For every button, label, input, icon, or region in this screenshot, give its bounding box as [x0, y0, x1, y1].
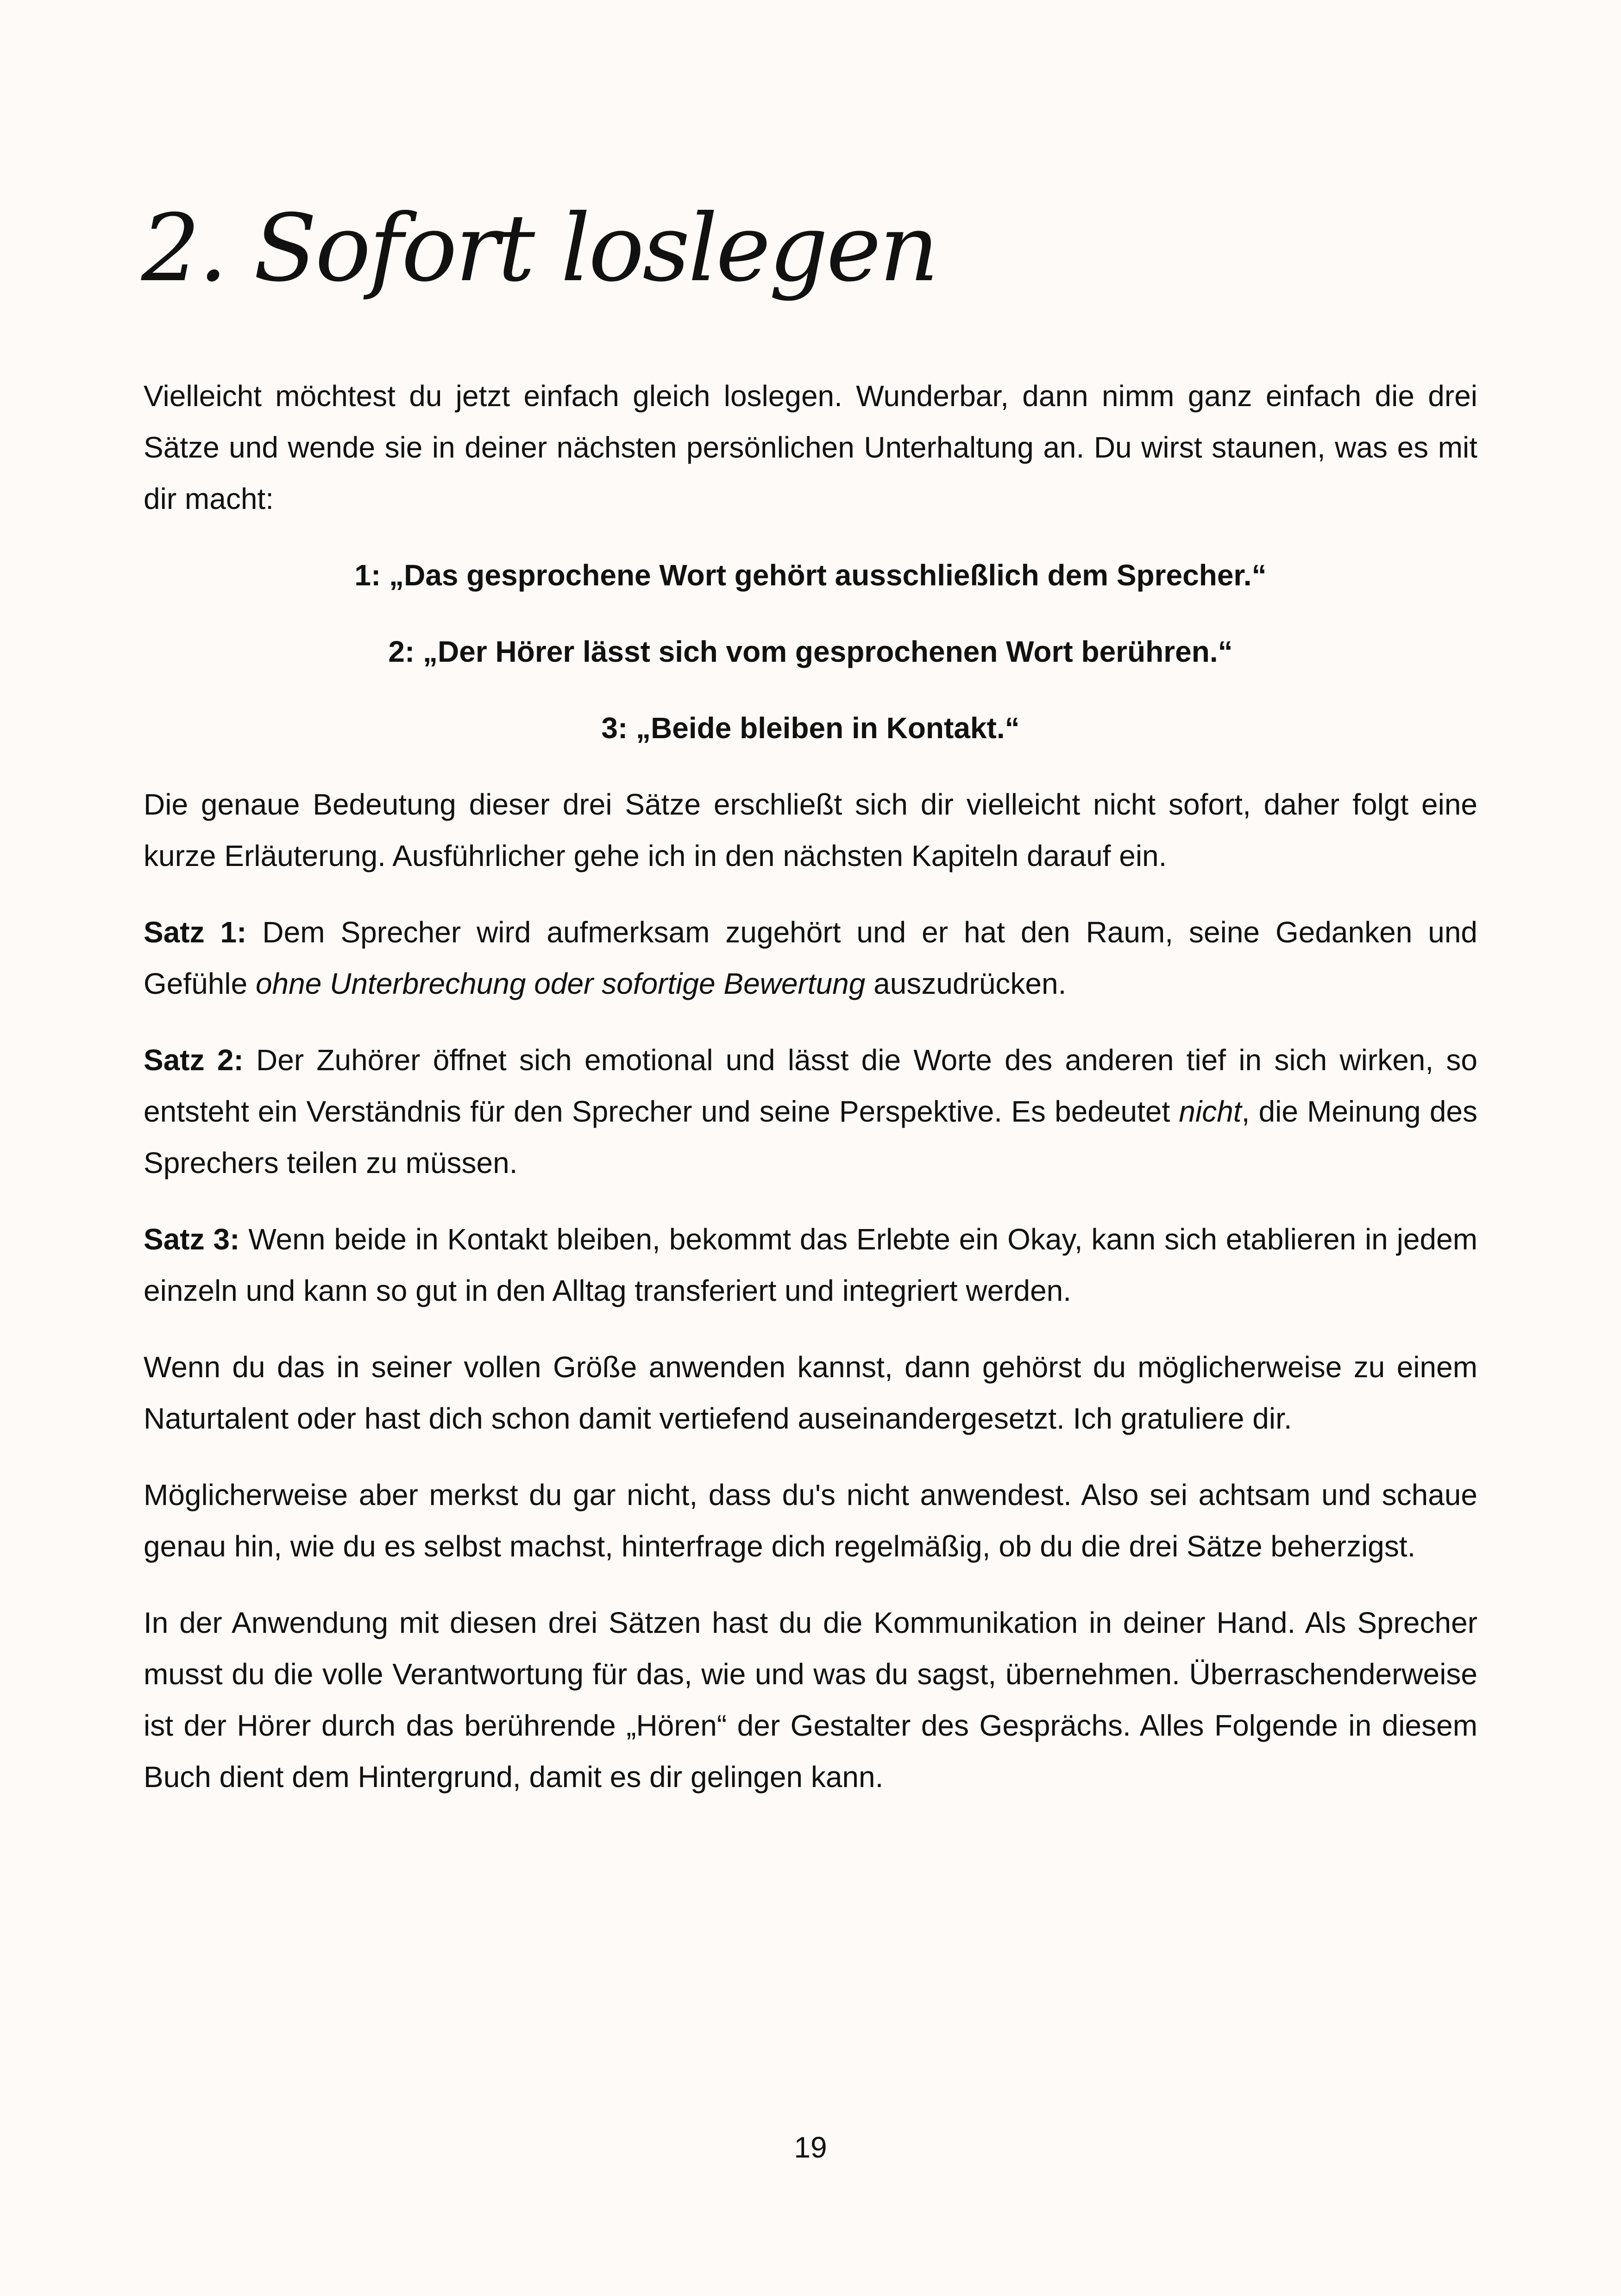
satz3-paragraph: [144, 1214, 1477, 1317]
page-number: 19: [794, 2131, 827, 2164]
explanation-intro-paragraph: Die genaue Bedeutung dieser drei Sätze erschließt sich dir vielleicht nicht sofort, daher folgt eine kurze Erläuterung. Ausführlicher gehe ich in den nächsten Kapiteln darauf ein.: [144, 788, 1477, 872]
satz1-italic: ohne Unterbrechung oder sofortige Bewertung: [255, 967, 866, 1000]
satz3-label: Satz 3:: [144, 1223, 240, 1256]
key-sentence-1: 1: „Das gesprochene Wort gehört ausschließlich dem Sprecher.“: [354, 558, 1267, 592]
naturtalent-paragraph: Wenn du das in seiner vollen Größe anwenden kannst, dann gehörst du möglicherweise zu einem Naturtalent oder hast dich schon damit vertiefend auseinandergesetzt. Ich gratuliere dir.: [144, 1350, 1477, 1435]
key-sentence-3: 3: „Beide bleiben in Kontakt.“: [601, 711, 1020, 745]
satz3-text: Wenn beide in Kontakt bleiben, bekommt das Erlebte ein Okay, kann sich etablieren in jedem einzeln und kann so gut in den Alltag transferiert und integriert werden.: [144, 1223, 1478, 1307]
satz2-italic: nicht: [1179, 1095, 1242, 1128]
intro-paragraph: Vielleicht möchtest du jetzt einfach gleich loslegen. Wunderbar, dann nimm ganz einfach die drei Sätze und wende sie in deiner nächsten persönlichen Unterhaltung an. Du wirst staunen, was es mit dir macht:: [144, 379, 1477, 515]
key-sentence-2: 2: „Der Hörer lässt sich vom gesprochenen Wort berühren.“: [388, 635, 1233, 668]
satz1-text-a: Dem Sprecher wird aufmerksam zugehört und er hat den Raum, seine Gedanken und Gefühle: [144, 916, 1477, 1000]
satz2-text-a: Der Zuhörer öffnet sich emotional und lässt die Worte des anderen tief in sich wirken, so entsteht ein Verständnis für den Sprecher und seine Perspektive. Es bedeutet: [144, 1043, 1478, 1128]
satz2-text-b: , die Meinung des Sprechers teilen zu müssen.: [144, 1095, 1478, 1179]
satz2-paragraph: [144, 1035, 1477, 1189]
satz1-text-b: auszudrücken.: [865, 967, 1067, 1000]
achtsam-paragraph: Möglicherweise aber merkst du gar nicht, dass du's nicht anwendest. Also sei achtsam und schaue genau hin, wie du es selbst machst, hinterfrage dich regelmäßig, ob du die drei Sätze beherzigst.: [144, 1478, 1477, 1563]
chapter-body: [144, 370, 1477, 1828]
satz2-label: Satz 2:: [144, 1043, 244, 1077]
satz1-label: Satz 1:: [144, 916, 247, 949]
chapter-title: 2. Sofort loslegen: [141, 194, 937, 302]
anwendung-paragraph: In der Anwendung mit diesen drei Sätzen hast du die Kommunikation in deiner Hand. Als Sprecher musst du die volle Verantwortung für das, wie und was du sagst, übernehmen. Überraschenderweise ist der Hörer durch das berührende „Hören“ der Gestalter des Gesprächs. Alles Folgende in diesem Buch dient dem Hintergrund, damit es dir gelingen kann.: [144, 1606, 1477, 1794]
satz1-paragraph: [144, 907, 1477, 1010]
